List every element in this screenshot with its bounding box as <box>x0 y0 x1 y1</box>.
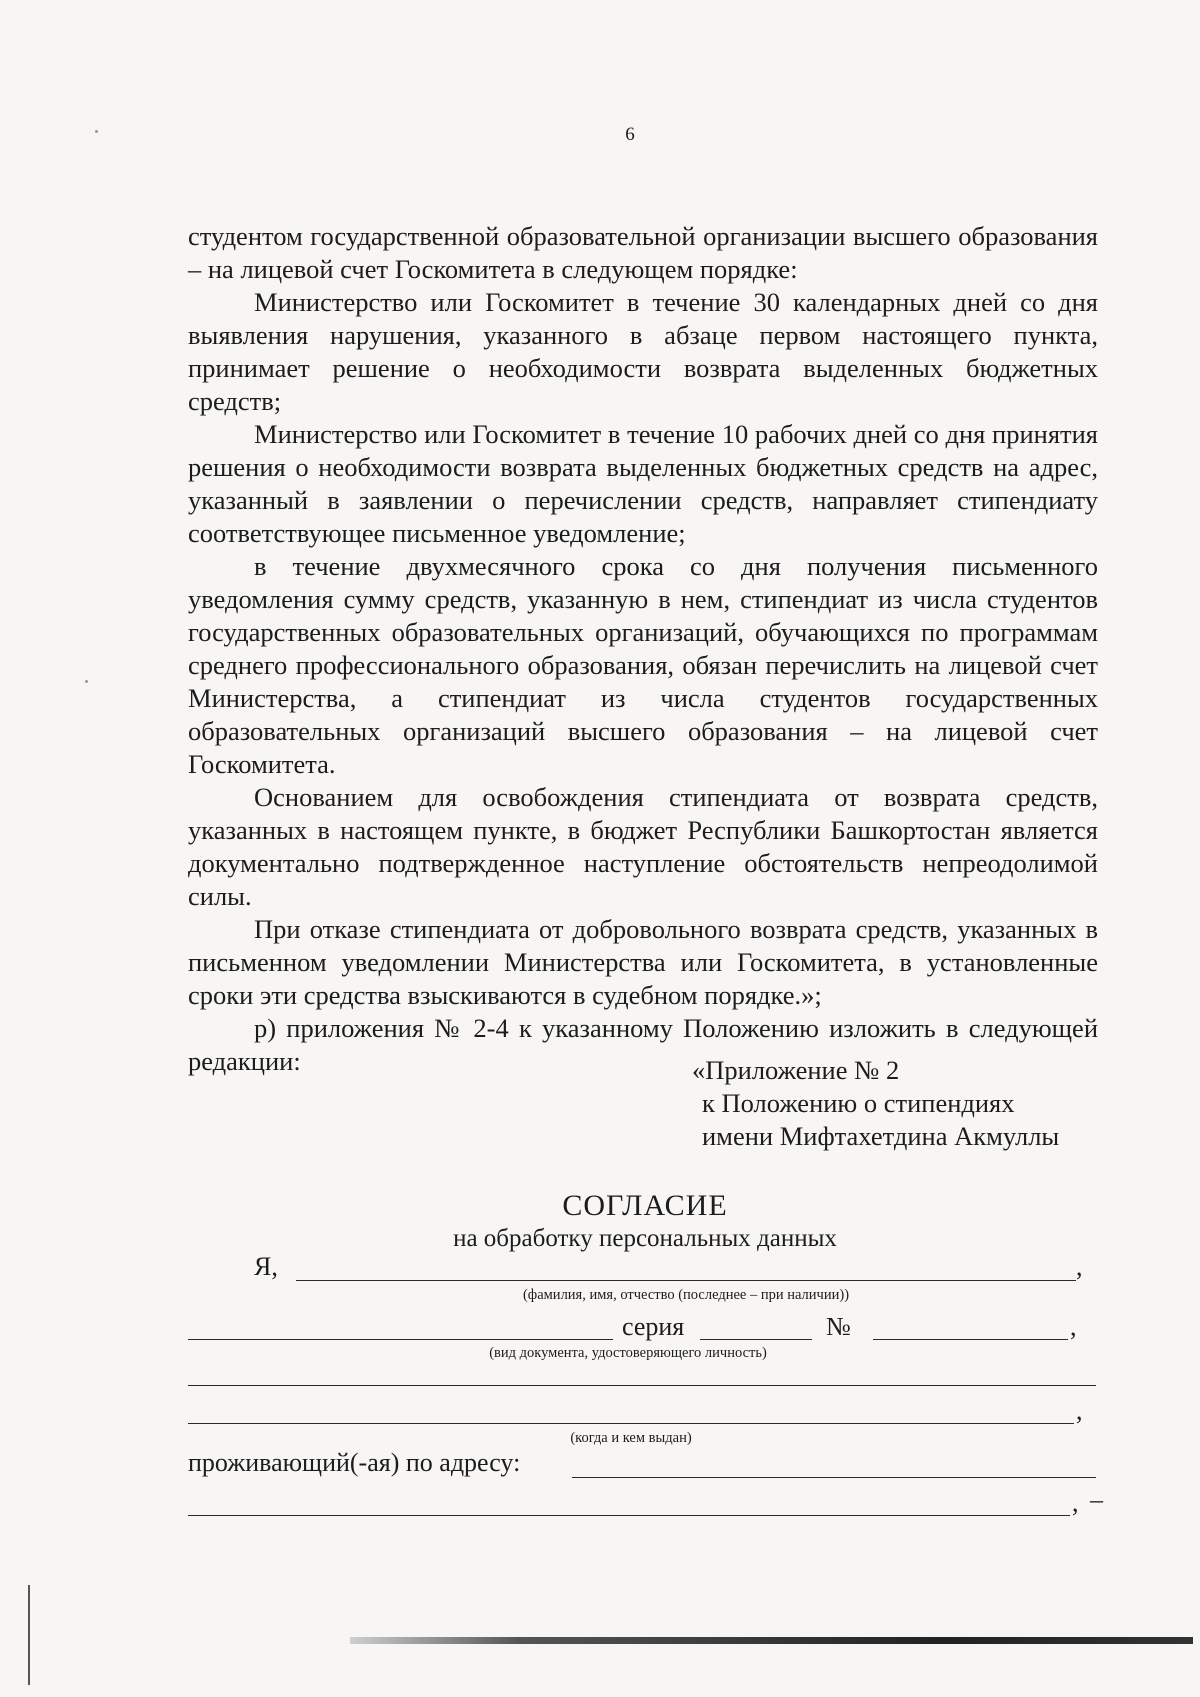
paragraph: р) приложения № 2-4 к указанному Положению изложить в следующей редакции: <box>188 1013 1098 1076</box>
seria-field-line[interactable] <box>700 1339 812 1340</box>
appendix-header <box>692 1054 1059 1153</box>
fio-hint: (фамилия, имя, отчество (последнее – при наличии)) <box>522 1287 850 1303</box>
address-label: проживающий(-ая) по адресу: <box>188 1448 521 1477</box>
page-number: 6 <box>625 124 635 145</box>
number-field-line[interactable] <box>873 1339 1068 1340</box>
issued-hint: (когда и кем выдан) <box>570 1430 692 1446</box>
appendix-line: к Положению о стипендиях <box>702 1088 1015 1118</box>
bottom-scan-rule <box>350 1637 1193 1644</box>
comma: , <box>1076 1396 1083 1425</box>
seria-label: серия <box>622 1312 685 1341</box>
paragraph: студентом государственной образовательной организации высшего образования – на лицевой счет Госкомитета в следующем порядке: <box>188 221 1098 284</box>
address-field-line[interactable] <box>572 1477 1096 1478</box>
comma: , <box>1072 1488 1079 1517</box>
scan-artifact <box>85 680 88 683</box>
comma: , <box>1070 1312 1077 1341</box>
number-label: № <box>826 1312 851 1341</box>
paragraph: Министерство или Госкомитет в течение 30 календарных дней со дня выявления нарушения, указанного в абзаце первом настоящего пункта, принимает решение о необходимости возврата выделенных бюджетных средств; <box>188 287 1098 416</box>
consent-title: СОГЛАСИЕ <box>562 1189 728 1222</box>
document-hint: (вид документа, удостоверяющего личность) <box>489 1345 767 1361</box>
issued-field-line[interactable] <box>188 1385 1096 1386</box>
scan-artifact <box>95 130 98 133</box>
fio-field-line[interactable] <box>296 1280 1076 1281</box>
document-type-field-line[interactable] <box>188 1339 613 1340</box>
left-margin-mark <box>28 1585 30 1685</box>
issued-field-line-2[interactable] <box>188 1423 1074 1424</box>
address-field-line-2[interactable] <box>188 1515 1070 1516</box>
paragraph: Основанием для освобождения стипендиата от возврата средств, указанных в настоящем пункте, в бюджет Республики Башкортостан является документально подтвержденное наступление обстоятельств непреодолимой силы. <box>188 782 1098 911</box>
dash: – <box>1090 1485 1103 1514</box>
comma: , <box>1076 1252 1083 1281</box>
body-text <box>188 220 1098 1078</box>
paragraph: При отказе стипендиата от добровольного возврата средств, указанных в письменном уведомлении Министерства или Госкомитета, в установленные сроки эти средства взыскиваются в судебном порядке.»; <box>188 914 1098 1010</box>
ya-label: Я, <box>254 1252 278 1281</box>
appendix-line: имени Мифтахетдина Акмуллы <box>702 1121 1060 1151</box>
paragraph: в течение двухмесячного срока со дня получения письменного уведомления сумму средств, указанную в нем, стипендиат из числа студентов государственных образовательных организаций, обучающихся по программам среднего профессионального образования, обязан перечислить на лицевой счет Министерства, а стипендиат из числа студентов государственных образовательных организаций высшего образования – на лицевой счет Госкомитета. <box>188 551 1098 779</box>
paragraph: Министерство или Госкомитет в течение 10 рабочих дней со дня принятия решения о необходимости возврата выделенных бюджетных средств на адрес, указанный в заявлении о перечислении средств, направляет стипендиату соответствующее письменное уведомление; <box>188 419 1098 548</box>
appendix-line: «Приложение № 2 <box>692 1055 900 1085</box>
consent-subtitle: на обработку персональных данных <box>453 1225 837 1252</box>
